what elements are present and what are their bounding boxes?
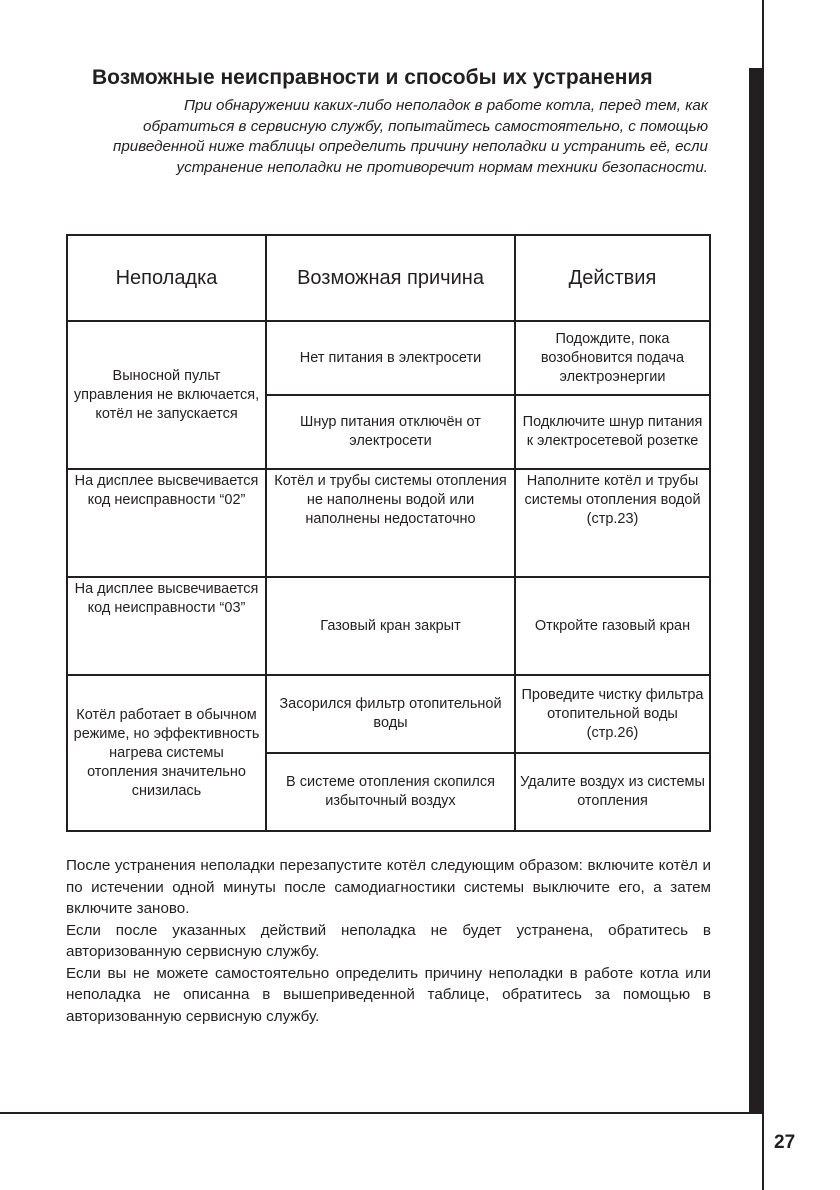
page-number: 27 xyxy=(774,1132,796,1153)
problem-cell: На дисплее высвечивается код неисправности “02” xyxy=(67,469,266,577)
problem-cell: Выносной пульт управления не включается, котёл не запускается xyxy=(67,321,266,469)
side-bar-decoration xyxy=(749,68,764,1114)
cause-cell: Газовый кран закрыт xyxy=(266,577,515,675)
action-cell: Подождите, пока возобновится подача электроэнергии xyxy=(515,321,710,395)
table-row xyxy=(67,577,710,675)
footer-line xyxy=(0,1112,764,1114)
intro-text: При обнаружении каких-либо неполадок в работе котла, перед тем, как обратиться в сервисную службу, попытайтесь самостоятельно, с помощью приведенной ниже таблицы определить причину неполадки и устранить её, если устранение неполадки не противоречит нормам техники безопасности. xyxy=(112,97,708,176)
paragraph: Если вы не можете самостоятельно определить причину неполадки в работе котла или неполадка не описанна в вышеприведенной таблице, обратитесь за помощью в авторизованную сервисную службу. xyxy=(66,964,711,1025)
action-cell: Удалите воздух из системы отопления xyxy=(515,753,710,831)
margin-line xyxy=(762,0,764,68)
table-row xyxy=(67,469,710,577)
table-row xyxy=(67,321,710,395)
paragraph: Если после указанных действий неполадка не будет устранена, обратитесь в авторизованную сервисную службу. xyxy=(66,921,711,960)
cause-cell: Засорился фильтр отопительной воды xyxy=(266,675,515,753)
action-cell: Подключите шнур питания к электросетевой розетке xyxy=(515,395,710,469)
page-title: Возможные неисправности и способы их устранения xyxy=(92,66,653,89)
problem-cell: Котёл работает в обычном режиме, но эффективность нагрева системы отопления значительно снизилась xyxy=(67,675,266,831)
header-problem: Неполадка xyxy=(67,235,266,321)
header-cause: Возможная причина xyxy=(266,235,515,321)
troubleshooting-table xyxy=(66,234,711,832)
margin-line-bottom xyxy=(762,1112,764,1190)
table-row xyxy=(67,675,710,753)
paragraph: После устранения неполадки перезапустите котёл следующим образом: включите котёл и по истечении одной минуты после самодиагностики системы выключите его, а затем включите заново. xyxy=(66,857,711,917)
header-action: Действия xyxy=(515,235,710,321)
cause-cell: Шнур питания отключён от электросети xyxy=(266,395,515,469)
action-cell: Проведите чистку фильтра отопительной воды (стр.26) xyxy=(515,675,710,753)
action-cell: Откройте газовый кран xyxy=(515,577,710,675)
problem-cell: На дисплее высвечивается код неисправности “03” xyxy=(67,577,266,675)
closing-text xyxy=(66,855,711,1027)
action-cell: Наполните котёл и трубы системы отопления водой (стр.23) xyxy=(515,469,710,577)
cause-cell: Нет питания в электросети xyxy=(266,321,515,395)
cause-cell: Котёл и трубы системы отопления не наполнены водой или наполнены недостаточно xyxy=(266,469,515,577)
cause-cell: В системе отопления скопился избыточный воздух xyxy=(266,753,515,831)
table-header-row xyxy=(67,235,710,321)
